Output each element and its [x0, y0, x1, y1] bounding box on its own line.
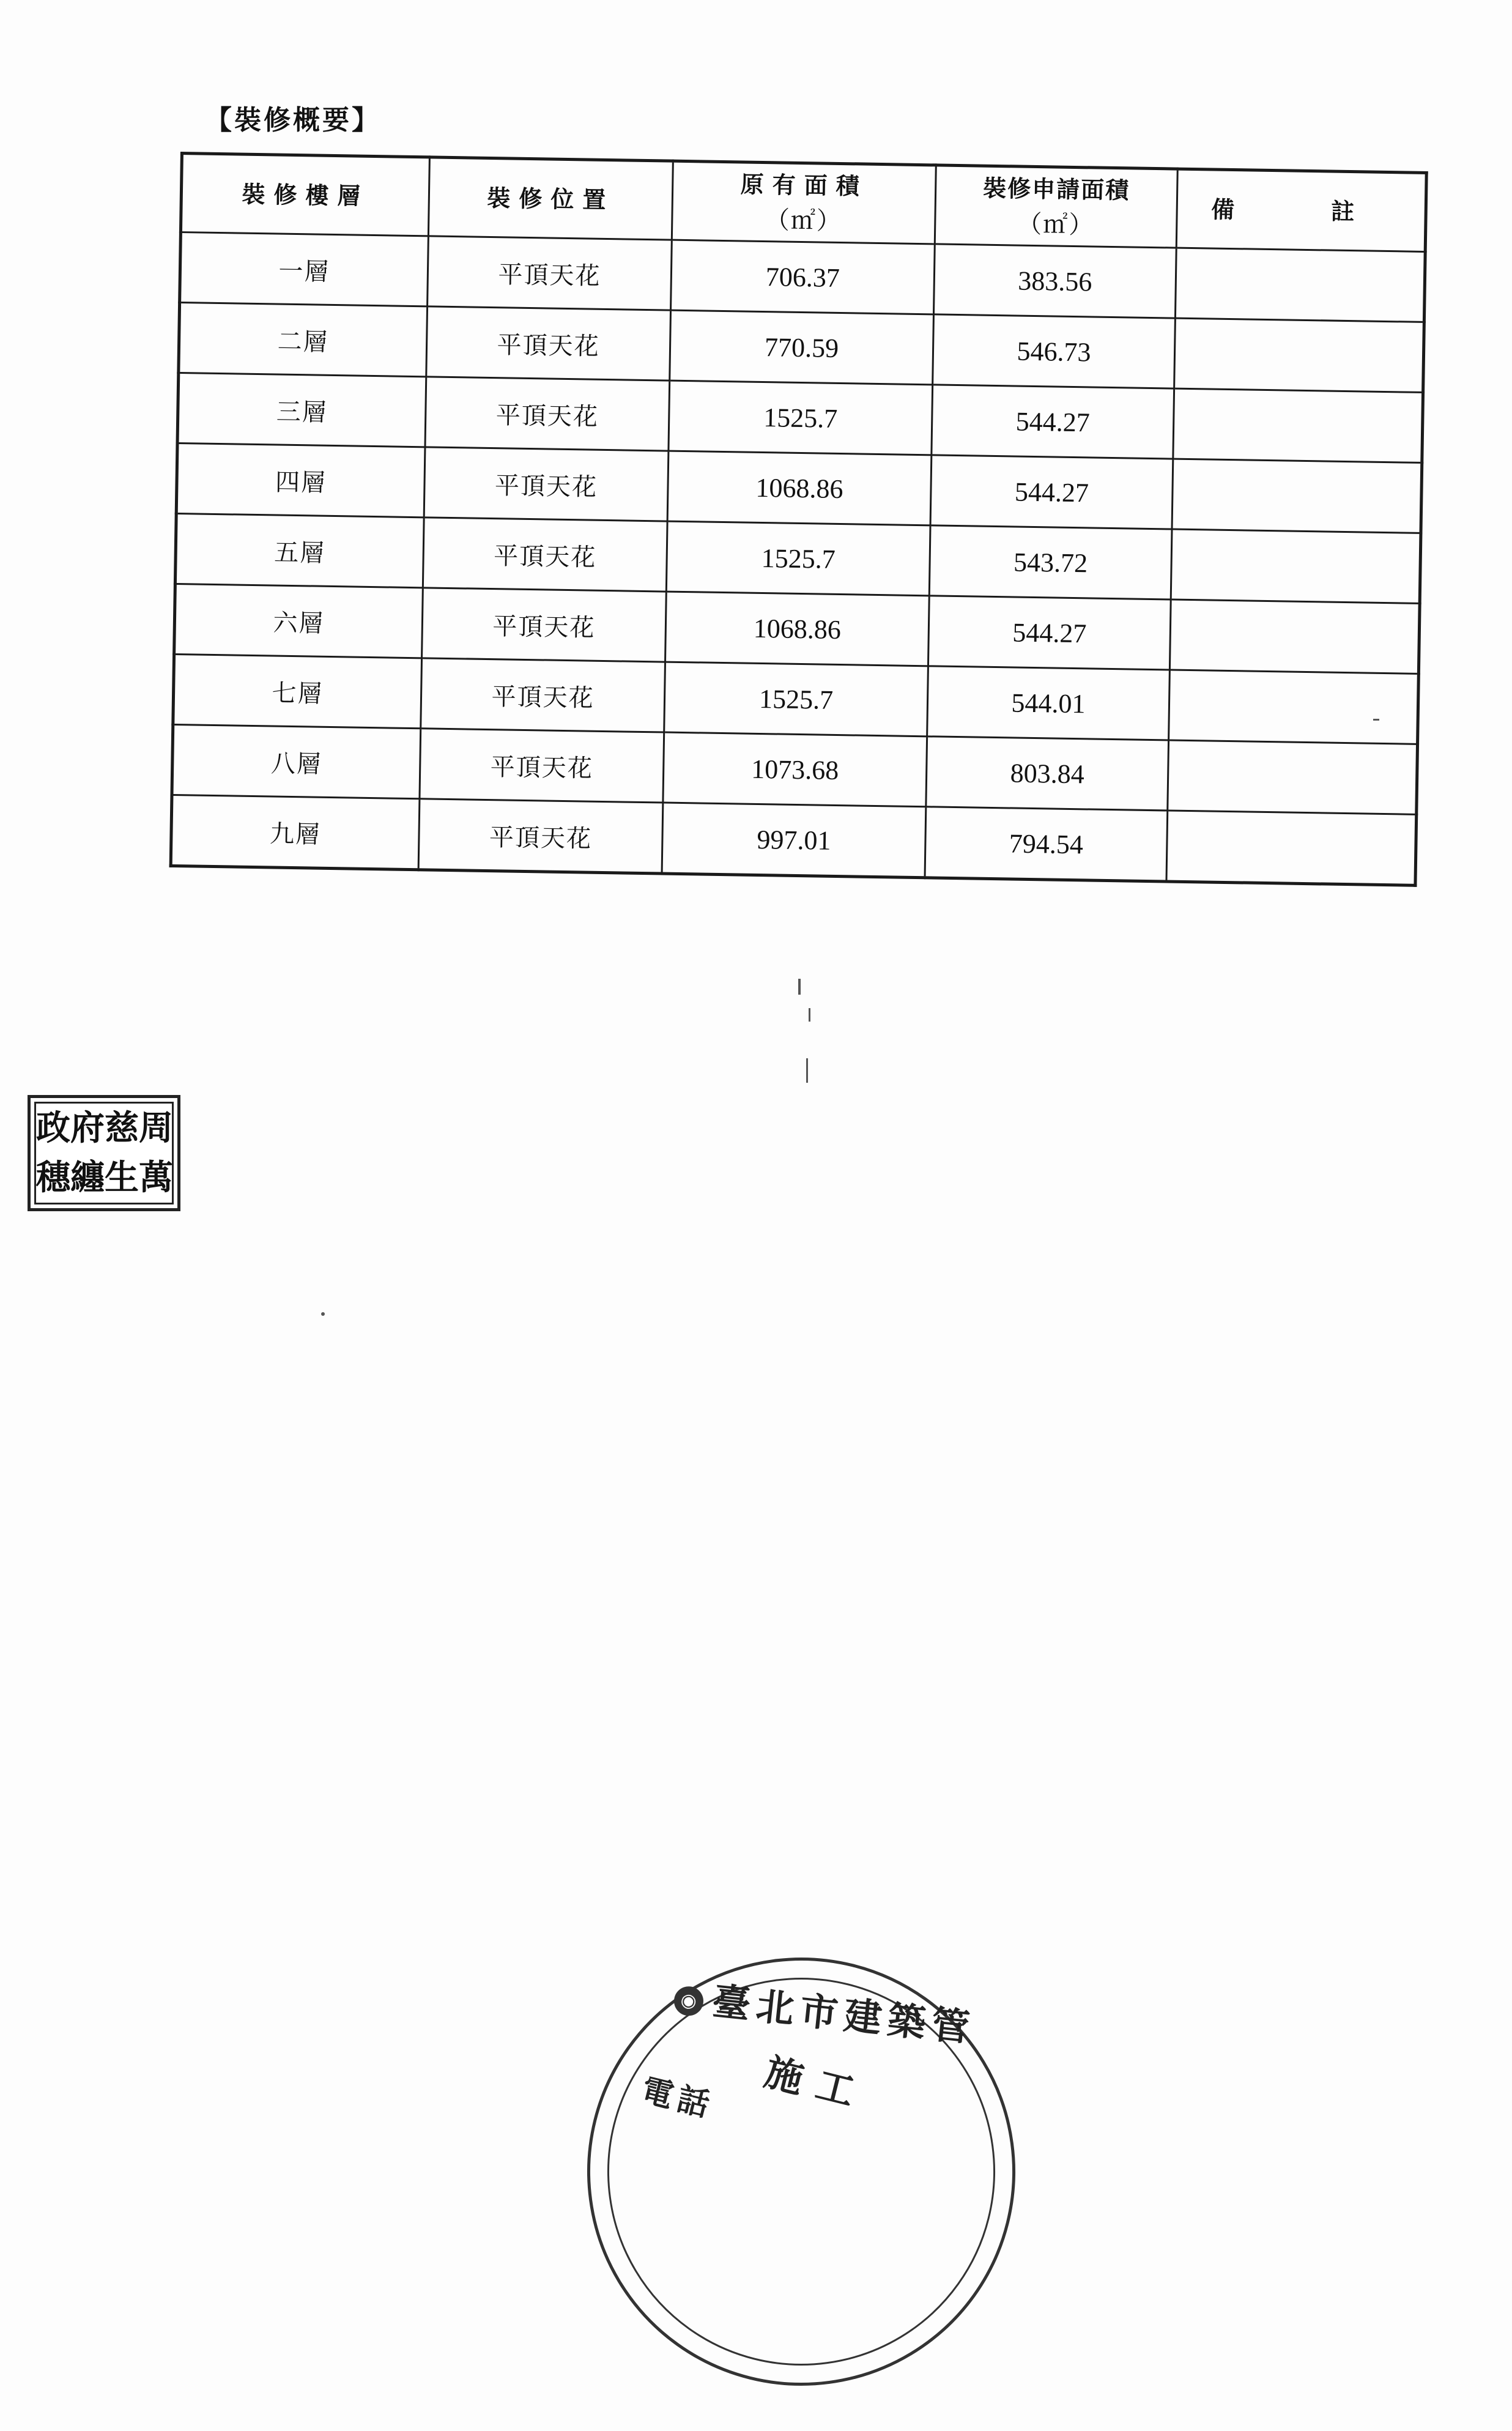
- cell-original-area: 1525.7: [669, 380, 933, 455]
- cell-remarks: [1169, 670, 1419, 744]
- cell-remarks: [1172, 459, 1422, 533]
- cell-floor: 四層: [176, 443, 425, 517]
- cell-original-area: 706.37: [671, 240, 935, 314]
- scan-mark: [321, 1312, 325, 1316]
- cell-floor: 九層: [171, 795, 420, 869]
- header-original-area-unit: （㎡）: [765, 206, 843, 236]
- cell-applied-area: 544.01: [927, 666, 1170, 740]
- stamp-agency-text: 臺北市建築管: [710, 1978, 978, 2051]
- cell-remarks: [1168, 740, 1418, 814]
- header-floor: 裝修樓層: [180, 154, 429, 236]
- cell-floor: 六層: [174, 584, 423, 658]
- cell-floor: 二層: [179, 303, 428, 377]
- seal-char: 穗: [36, 1157, 70, 1198]
- cell-floor: 八層: [172, 724, 421, 798]
- cell-location: 平頂天花: [425, 377, 670, 451]
- scan-mark: [809, 1008, 810, 1022]
- cell-original-area: 1068.86: [667, 451, 932, 525]
- round-official-stamp: [542, 1912, 1061, 2431]
- cell-applied-area: 543.72: [929, 525, 1172, 599]
- cell-applied-area: 383.56: [933, 244, 1176, 318]
- cell-remarks: [1169, 599, 1420, 674]
- cell-original-area: 997.01: [662, 803, 926, 878]
- cell-floor: 三層: [177, 373, 426, 447]
- stamp-line-2: 施工: [760, 2049, 873, 2118]
- scan-mark: [806, 1058, 808, 1083]
- cell-original-area: 770.59: [670, 310, 934, 385]
- cell-location: 平頂天花: [424, 447, 669, 521]
- cell-remarks: [1171, 529, 1421, 603]
- seal-char: 萬: [139, 1157, 173, 1198]
- seal-char: 生: [105, 1157, 139, 1198]
- cell-original-area: 1068.86: [665, 592, 929, 666]
- header-applied-area: [935, 165, 1177, 248]
- cell-applied-area: 544.27: [930, 455, 1173, 529]
- cell-original-area: 1525.7: [664, 662, 928, 737]
- cell-location: 平頂天花: [428, 236, 672, 310]
- seal-char: 慈: [105, 1108, 139, 1148]
- square-seal-stamp: [28, 1095, 180, 1211]
- header-remarks: 備 註: [1176, 169, 1426, 251]
- stamp-emblem-icon: ◉: [671, 1983, 706, 2019]
- cell-location: 平頂天花: [423, 518, 667, 592]
- scan-mark: [798, 979, 801, 995]
- cell-location: 平頂天花: [426, 306, 671, 380]
- seal-char: 纏: [70, 1157, 105, 1198]
- cell-floor: 七層: [173, 654, 422, 728]
- stamp-line-3: 電話: [637, 2071, 718, 2126]
- cell-applied-area: 794.54: [925, 807, 1168, 881]
- header-location: 裝修位置: [428, 157, 673, 240]
- scan-mark: [1373, 719, 1379, 721]
- square-seal-characters: [34, 1102, 174, 1204]
- seal-char: 府: [70, 1108, 105, 1148]
- cell-original-area: 1525.7: [666, 521, 930, 596]
- seal-char: 政: [36, 1108, 70, 1148]
- cell-location: 平頂天花: [420, 729, 664, 803]
- renovation-summary-table: [169, 152, 1428, 887]
- cell-applied-area: 544.27: [928, 596, 1171, 670]
- cell-remarks: [1175, 248, 1425, 322]
- cell-floor: 五層: [175, 513, 424, 587]
- header-applied-area-unit: （㎡）: [1017, 210, 1095, 239]
- cell-location: 平頂天花: [421, 658, 665, 732]
- summary-table-wrapper: [169, 152, 1425, 887]
- seal-char: 周: [139, 1108, 173, 1148]
- cell-location: 平頂天花: [418, 799, 663, 874]
- cell-applied-area: 544.27: [932, 385, 1174, 459]
- header-original-area: [672, 161, 936, 244]
- section-title: 【裝修概要】: [205, 105, 381, 136]
- cell-remarks: [1174, 318, 1425, 392]
- header-original-area-label: 原有面積: [740, 169, 869, 200]
- cell-applied-area: 803.84: [926, 737, 1169, 811]
- cell-floor: 一層: [180, 232, 429, 306]
- header-applied-area-label: 裝修申請面積: [982, 174, 1130, 204]
- cell-remarks: [1166, 811, 1417, 885]
- cell-remarks: [1173, 388, 1423, 462]
- cell-location: 平頂天花: [422, 588, 667, 662]
- cell-applied-area: 546.73: [933, 314, 1176, 388]
- cell-original-area: 1073.68: [663, 732, 927, 807]
